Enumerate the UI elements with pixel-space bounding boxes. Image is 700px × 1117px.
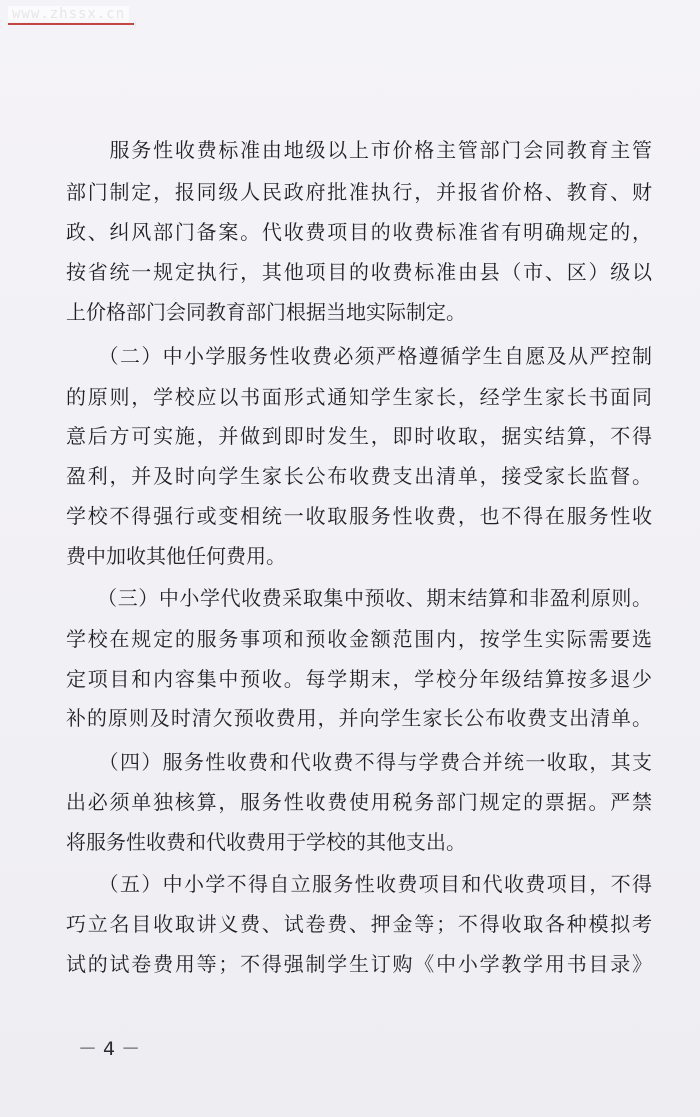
watermark-underline <box>8 23 134 25</box>
paragraph-line: 学校在规定的服务事项和预收金额范围内，按学生实际需要选 <box>66 627 652 651</box>
paragraph-line: （五）中小学不得自立服务性收费项目和代收费项目，不得 <box>66 872 652 896</box>
paragraph-line: 补的原则及时清欠预收费用，并向学生家长公布收费支出清单。 <box>66 706 652 730</box>
paragraph-line: 出必须单独核算，服务性收费使用税务部门规定的票据。严禁 <box>66 790 652 814</box>
page-number: － 4 － <box>78 1038 141 1060</box>
paragraph-line: 试的试卷费用等；不得强制学生订购《中小学教学用书目录》 <box>66 952 652 976</box>
paragraph-line: 意后方可实施，并做到即时发生，即时收取，据实结算，不得 <box>66 424 652 448</box>
paragraph-line: 政、纠风部门备案。代收费项目的收费标准省有明确规定的， <box>66 220 652 244</box>
paragraph-line: 将服务性收费和代收费用于学校的其他支出。 <box>66 830 466 854</box>
paragraph-line: 学校不得强行或变相统一收取服务性收费，也不得在服务性收 <box>66 504 652 528</box>
paragraph-line: （二）中小学服务性收费必须严格遵循学生自愿及从严控制 <box>66 344 652 368</box>
paragraph-line: （三）中小学代收费采取集中预收、期末结算和非盈利原则。 <box>66 586 652 610</box>
paragraph-line: 部门制定，报同级人民政府批准执行，并报省价格、教育、财 <box>66 180 652 204</box>
paragraph-line: 按省统一规定执行，其他项目的收费标准由县（市、区）级以 <box>66 260 652 284</box>
paragraph-line: （四）服务性收费和代收费不得与学费合并统一收取，其支 <box>66 750 652 774</box>
paragraph-line: 巧立名目收取讲义费、试卷费、押金等；不得收取各种模拟考 <box>66 912 652 936</box>
paragraph-line: 上价格部门会同教育部门根据当地实际制定。 <box>66 300 466 324</box>
paragraph-line: 费中加收其他任何费用。 <box>66 544 286 568</box>
watermark: www.zhssx.cn <box>8 6 129 22</box>
paragraph-line: 的原则，学校应以书面形式通知学生家长，经学生家长书面同 <box>66 385 652 409</box>
paragraph-line: 定项目和内容集中预收。每学期末，学校分年级结算按多退少 <box>66 667 652 691</box>
paragraph-line: 盈利，并及时向学生家长公布收费支出清单，接受家长监督。 <box>66 464 652 488</box>
paragraph-line: 服务性收费标准由地级以上市价格主管部门会同教育主管 <box>66 138 652 162</box>
